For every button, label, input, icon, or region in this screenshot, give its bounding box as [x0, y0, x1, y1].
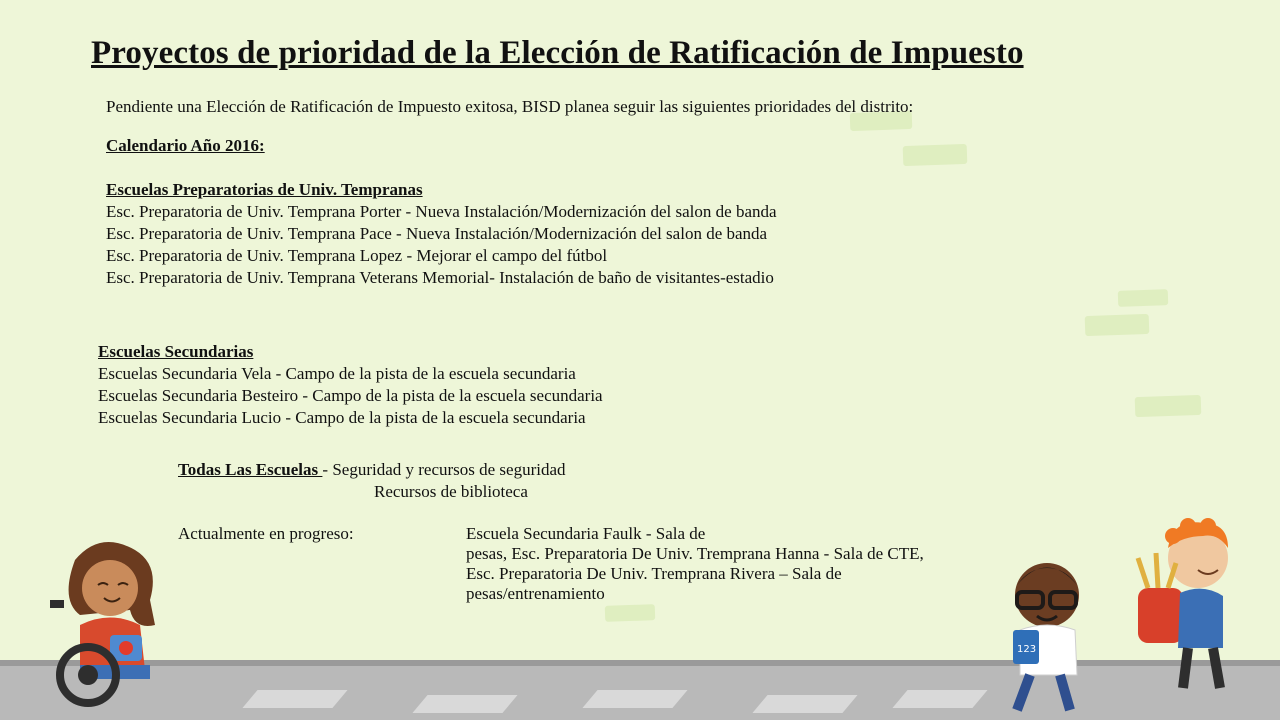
girl-wheelchair-illustration [40, 530, 190, 710]
background-dash [1135, 395, 1202, 417]
background-dash [605, 604, 656, 622]
calendar-heading: Calendario Año 2016: [106, 136, 265, 155]
list-item: Esc. Preparatoria de Univ. Temprana Lopez - Mejorar el campo del fútbol [106, 246, 608, 265]
list-item: Escuelas Secundaria Lucio - Campo de la pista de la escuela secundaria [98, 408, 586, 427]
road-stripe [582, 690, 687, 708]
in-progress-line: Escuela Secundaria Faulk - Sala de [466, 524, 706, 543]
background-dash [903, 144, 968, 166]
all-schools-line [178, 459, 566, 481]
in-progress-label: Actualmente en progreso: [178, 524, 354, 543]
in-progress-line: Esc. Preparatoria De Univ. Tremprana Rivera – Sala de [466, 564, 842, 583]
svg-text:123: 123 [1017, 644, 1037, 655]
all-schools-heading: Todas Las Escuelas [178, 460, 323, 479]
road-stripe [752, 695, 857, 713]
in-progress-line: pesas/entrenamiento [466, 584, 605, 603]
road-stripe [892, 690, 987, 708]
all-schools-item: Recursos de biblioteca [374, 482, 528, 501]
in-progress-line: pesas, Esc. Preparatoria De Univ. Tremprana Hanna - Sala de CTE, [466, 544, 924, 563]
middle-schools-heading: Escuelas Secundarias [98, 342, 254, 361]
page-title: Proyectos de prioridad de la Elección de Ratificación de Impuesto [91, 35, 1024, 71]
road-stripe [242, 690, 347, 708]
all-schools-item: - Seguridad y recursos de seguridad [322, 460, 566, 479]
list-item: Esc. Preparatoria de Univ. Temprana Veterans Memorial- Instalación de baño de visitantes-estadio [106, 268, 774, 287]
intro-text: Pendiente una Elección de Ratificación de Impuesto exitosa, BISD planea seguir las siguientes prioridades del distrito: [106, 97, 914, 116]
early-college-heading: Escuelas Preparatorias de Univ. Tempranas [106, 180, 423, 199]
list-item: Escuelas Secundaria Besteiro - Campo de la pista de la escuela secundaria [98, 386, 603, 405]
list-item: Escuelas Secundaria Vela - Campo de la pista de la escuela secundaria [98, 364, 576, 383]
road-stripe [412, 695, 517, 713]
background-dash [1085, 314, 1150, 336]
list-item: Esc. Preparatoria de Univ. Temprana Porter - Nueva Instalación/Modernización del salon de banda [106, 202, 777, 221]
list-item: Esc. Preparatoria de Univ. Temprana Pace - Nueva Instalación/Modernización del salon de banda [106, 224, 768, 243]
boy-glasses-illustration [995, 550, 1105, 715]
background-dash [1118, 289, 1169, 307]
boy-backpack-illustration [1128, 518, 1248, 698]
